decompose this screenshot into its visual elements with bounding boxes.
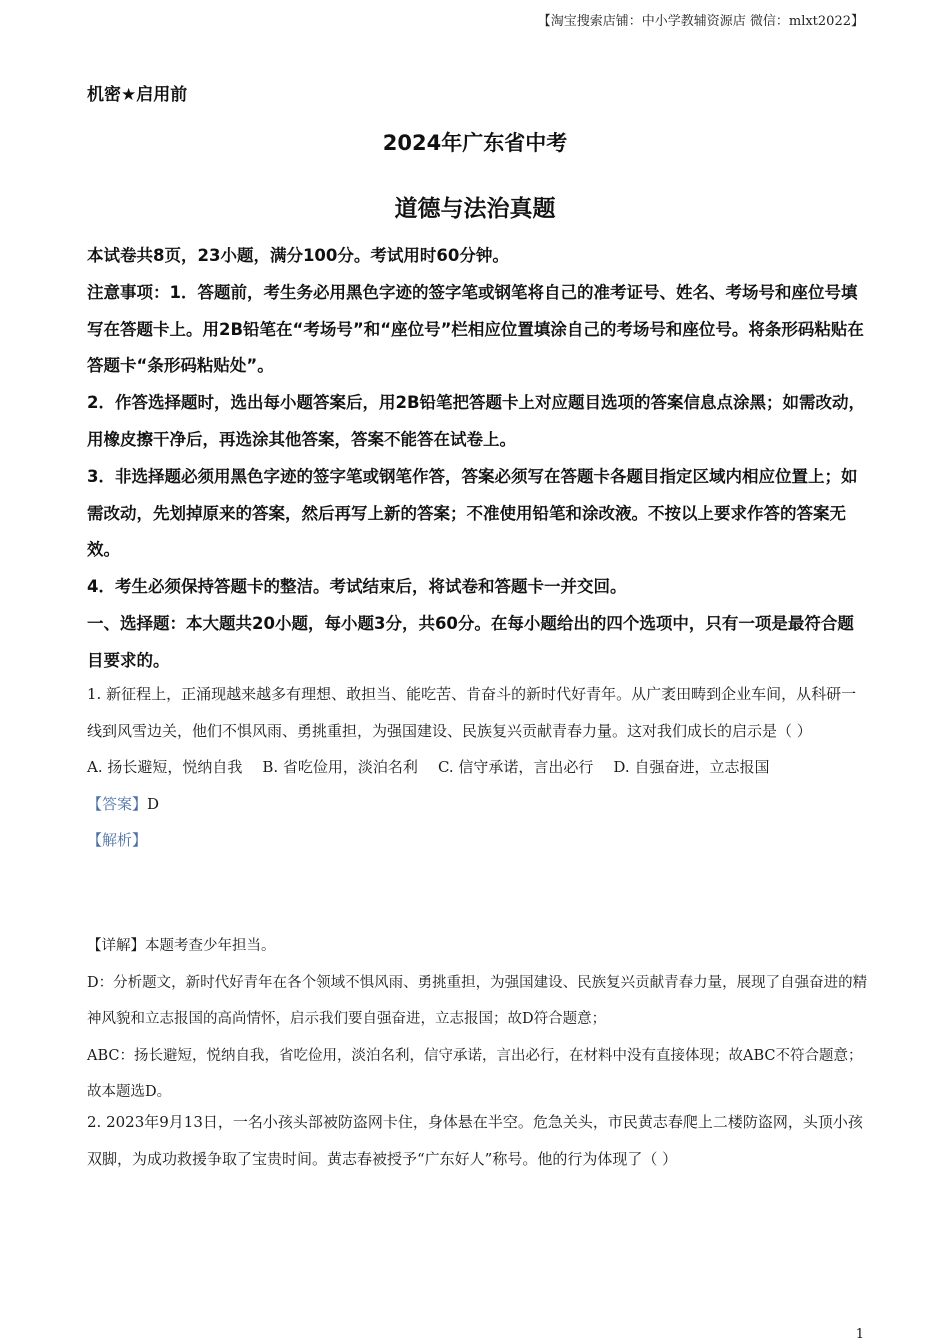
detail-text: 本题考查少年担当。 — [145, 938, 276, 954]
question-1-stem: 1. 新征程上，正涌现越来越多有理想、敢担当、能吃苦、肯奋斗的新时代好青年。从广袤田畴到企业车间，从科研一线到风雪边关，他们不惧风雨、勇挑重担，为强国建设、民族复兴贡献青春力量。这对我们成长的启示是（ ） — [87, 685, 857, 740]
analysis-paragraph-abc: ABC：扬长避短，悦纳自我，省吃俭用，淡泊名利，信守承诺，言出必行，在材料中没有直接体现；故ABC不符合题意； — [87, 1047, 863, 1064]
confidential-mark: 机密★启用前 — [87, 85, 188, 105]
analysis-conclusion: 故本题选D。 — [87, 1084, 172, 1100]
exam-subject-title: 道德与法治真题 — [394, 196, 556, 222]
question-2 — [87, 1104, 869, 1177]
option-c: C. 信守承诺，言出必行 — [437, 758, 594, 776]
answer-value: D — [147, 794, 160, 813]
exam-instructions — [87, 238, 869, 680]
option-d: D. 自强奋进，立志报国 — [613, 758, 770, 776]
answer-line — [87, 786, 869, 823]
analysis-paragraph-d: D：分析题文，新时代好青年在各个领域不惧风雨、勇挑重担，为强国建设、民族复兴贡献青春力量，展现了自强奋进的精神风貌和立志报国的高尚情怀，启示我们要自强奋进，立志报国；故D符合题意； — [87, 974, 868, 1027]
option-a: A. 扬长避短，悦纳自我 — [87, 758, 243, 776]
detail-line — [87, 928, 869, 965]
detail-label: 【详解】 — [87, 938, 145, 954]
question-1-options — [87, 749, 869, 786]
exam-title: 2024年广东省中考 — [382, 131, 568, 155]
question-2-stem: 2. 2023年9月13日，一名小孩头部被防盗网卡住，身体悬在半空。危急关头，市民黄志春爬上二楼防盗网，头顶小孩双脚，为成功救援争取了宝贵时间。黄志春被授予“广东好人”称号。他的行为体现了（ ） — [87, 1113, 863, 1168]
instruction-summary: 本试卷共8页，23小题，满分100分。考试用时60分钟。 — [87, 246, 509, 265]
instruction-item-4: 4．考生必须保持答题卡的整洁。考试结束后，将试卷和答题卡一并交回。 — [87, 577, 627, 597]
question-1 — [87, 676, 869, 859]
shop-info-header: 【淘宝搜索店铺：中小学教辅资源店 微信：mlxt2022】 — [537, 14, 864, 29]
question-1-analysis — [87, 928, 869, 1111]
instruction-item-1: 注意事项：1．答题前，考生务必用黑色字迹的签字笔或钢笔将自己的准考证号、姓名、考场号和座位号填写在答题卡上。用2B铅笔在“考场号”和“座位号”栏相应位置填涂自己的考场号和座位号。将条形码粘贴在答题卡“条形码粘贴处”。 — [87, 282, 864, 376]
instruction-item-2: 2．作答选择题时，选出每小题答案后，用2B铅笔把答题卡上对应题目选项的答案信息点涂黑；如需改动，用橡皮擦干净后，再选涂其他答案，答案不能答在试卷上。 — [87, 393, 866, 449]
option-b: B. 省吃俭用，淡泊名利 — [262, 758, 418, 776]
page-number: 1 — [855, 1327, 864, 1342]
instruction-item-3: 3．非选择题必须用黑色字迹的签字笔或钢笔作答，答案必须写在答题卡各题目指定区域内相应位置上；如需改动，先划掉原来的答案，然后再写上新的答案；不准使用铅笔和涂改液。不按以上要求作答的答案无效。 — [87, 466, 858, 560]
analysis-label: 【解析】 — [87, 831, 148, 849]
answer-label: 【答案】 — [87, 794, 148, 813]
section-heading: 一、选择题：本大题共20小题，每小题3分，共60分。在每小题给出的四个选项中，只有一项是最符合题目要求的。 — [87, 613, 854, 670]
